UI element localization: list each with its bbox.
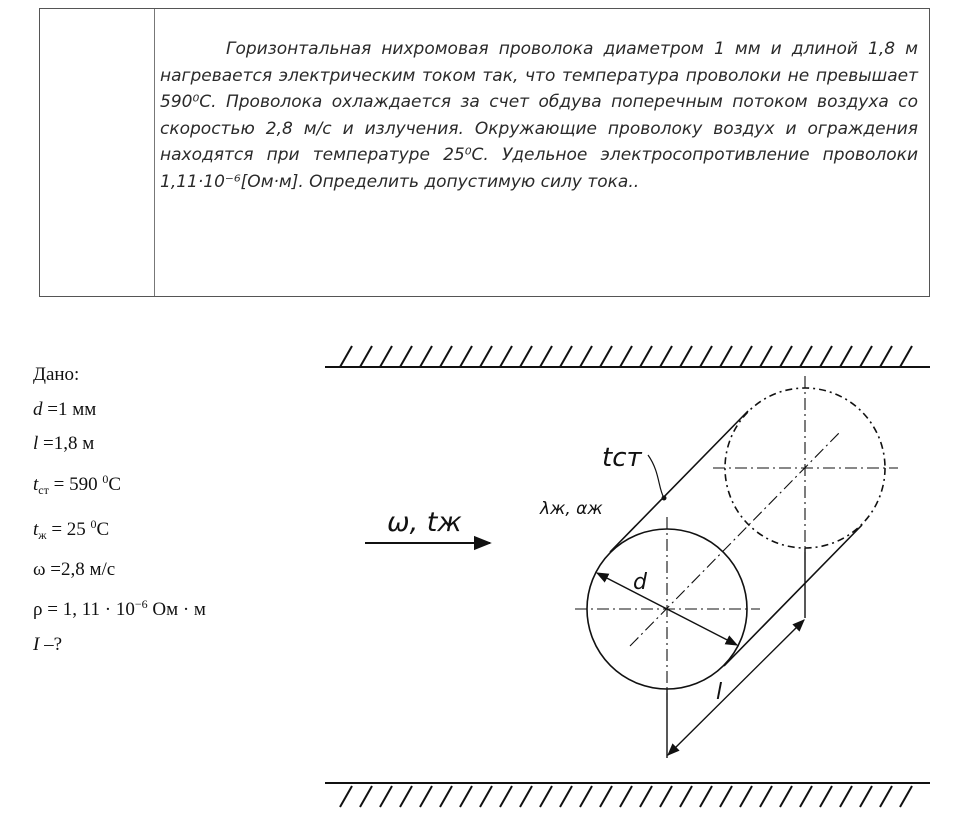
given-fluid-temperature: $t_ж = 25$ $^0$С <box>33 517 110 542</box>
given-velocity: ω =2,8 м/с <box>33 558 116 580</box>
hatch-stroke <box>360 786 372 807</box>
given-resistivity: ρ = 1, $11 \cdot 10^{-6}$ Ом · м <box>33 597 206 620</box>
top-wall-hatching <box>340 346 912 367</box>
hatch-stroke <box>520 786 532 807</box>
hatch-stroke <box>660 346 672 367</box>
hatch-stroke <box>640 346 652 367</box>
given-heading: Дано: <box>33 364 80 385</box>
hatch-stroke <box>380 786 392 807</box>
hatch-stroke <box>740 346 752 367</box>
hatch-stroke <box>780 786 792 807</box>
hatch-stroke <box>560 786 572 807</box>
hatch-stroke <box>720 346 732 367</box>
hatch-stroke <box>400 346 412 367</box>
hatch-stroke <box>340 346 352 367</box>
hatch-stroke <box>480 786 492 807</box>
surface-temp-label: tст <box>602 443 642 473</box>
hatch-stroke <box>800 786 812 807</box>
given-wall-temperature: $t_{ст} = 590$ $^0$С <box>33 471 122 497</box>
hatch-stroke <box>600 786 612 807</box>
hatch-stroke <box>820 346 832 367</box>
hatch-stroke <box>680 346 692 367</box>
hatch-stroke <box>340 786 352 807</box>
hatch-stroke <box>820 786 832 807</box>
hatch-stroke <box>700 346 712 367</box>
hatch-stroke <box>500 786 512 807</box>
cylinder-bottom-generatrix <box>724 525 862 666</box>
hatch-stroke <box>360 346 372 367</box>
hatch-stroke <box>860 346 872 367</box>
hatch-stroke <box>440 786 452 807</box>
hatch-stroke <box>880 346 892 367</box>
hatch-stroke <box>640 786 652 807</box>
surface-temp-leader-dot <box>662 496 667 501</box>
hatch-stroke <box>840 786 852 807</box>
hatch-stroke <box>580 346 592 367</box>
hatch-stroke <box>680 786 692 807</box>
hatch-stroke <box>540 786 552 807</box>
hatch-stroke <box>880 786 892 807</box>
fluid-properties-label: λж, αж <box>540 499 603 519</box>
find-current: I –? <box>33 633 63 655</box>
hatch-stroke <box>900 346 912 367</box>
given-diameter: d =1 мм <box>33 398 97 420</box>
hatch-stroke <box>720 786 732 807</box>
hatch-stroke <box>380 346 392 367</box>
hatch-stroke <box>540 346 552 367</box>
hatch-stroke <box>500 346 512 367</box>
hatch-stroke <box>760 786 772 807</box>
hatch-stroke <box>400 786 412 807</box>
hatch-stroke <box>440 346 452 367</box>
hatch-stroke <box>460 786 472 807</box>
hatch-stroke <box>560 346 572 367</box>
hatch-stroke <box>760 346 772 367</box>
hatch-stroke <box>580 786 592 807</box>
hatch-stroke <box>460 346 472 367</box>
hatch-stroke <box>420 786 432 807</box>
diameter-label: d <box>633 570 647 595</box>
hatch-stroke <box>620 786 632 807</box>
surface-temp-leader <box>648 455 664 498</box>
length-label: l <box>716 680 723 705</box>
hatch-stroke <box>420 346 432 367</box>
flow-label: ω, tж <box>387 507 462 538</box>
hatch-stroke <box>660 786 672 807</box>
hatch-stroke <box>780 346 792 367</box>
hatch-stroke <box>860 786 872 807</box>
hatch-stroke <box>480 346 492 367</box>
hatch-stroke <box>520 346 532 367</box>
given-length: l =1,8 м <box>33 433 95 454</box>
problem-text: Горизонтальная нихромовая проволока диаметром 1 мм и длиной 1,8 м нагревается электрическим током так, что температура проволоки не превышает 590⁰С. Проволока охлаждается за счет обдува поперечным потоком воздуха со скоростью 2,8 м/с и излучения. Окружающие проволоку воздух и ограждения находятся при температуре 25⁰С. Удельное электросопротивление проволоки 1,11·10⁻⁶[Ом·м]. Определить допустимую силу тока.. <box>160 39 918 192</box>
hatch-stroke <box>700 786 712 807</box>
hatch-stroke <box>840 346 852 367</box>
hatch-stroke <box>900 786 912 807</box>
cylinder-top-generatrix <box>610 411 748 552</box>
bottom-wall-hatching <box>340 786 912 807</box>
hatch-stroke <box>620 346 632 367</box>
hatch-stroke <box>600 346 612 367</box>
hatch-stroke <box>800 346 812 367</box>
hatch-stroke <box>740 786 752 807</box>
